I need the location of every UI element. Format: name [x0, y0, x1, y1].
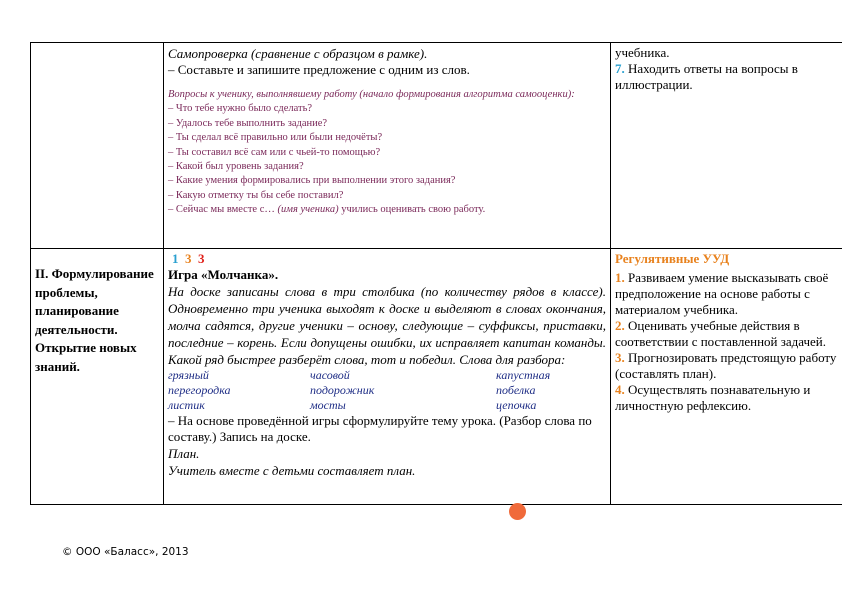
item-text: Осуществлять познавательную и личностную рефлексию. — [615, 382, 811, 413]
question-item: – Какой был уровень задания? — [168, 161, 304, 173]
activity-cell — [164, 43, 611, 249]
uud-line: учебника. — [615, 45, 670, 60]
words-table — [168, 368, 588, 413]
item-text: Оценивать учебные действия в соответствии с поставленной задачей. — [615, 318, 827, 349]
item-text: Находить ответы на вопросы в иллюстрации. — [615, 61, 798, 92]
item-number: 2. — [615, 318, 625, 333]
level-number: 3 — [198, 251, 205, 266]
stage-cell — [31, 249, 164, 505]
word: перегородка — [168, 383, 231, 397]
self-check-line: Самопроверка (сравнение с образцом в рамке). — [168, 46, 428, 61]
lesson-table — [30, 42, 842, 505]
question-item: – Какие умения формировались при выполнении этого задания? — [168, 175, 456, 187]
question-last-end: учились оценивать свою работу. — [338, 204, 486, 216]
question-item-last — [168, 203, 606, 217]
uud-item — [615, 270, 838, 318]
uud-cell — [611, 43, 842, 249]
teacher-text: Учитель вместе с детьми составляет план. — [168, 463, 416, 478]
orange-dot-marker — [509, 503, 526, 520]
question-last-start: – Сейчас мы вместе с… — [168, 204, 278, 216]
uud-item — [615, 382, 838, 414]
question-item: – Ты составил всё сам или с чьей-то помощью? — [168, 146, 381, 158]
uud-item — [615, 318, 838, 350]
question-item: – Удалось тебе выполнить задание? — [168, 117, 328, 129]
plan-label: План. — [168, 446, 200, 461]
word: подорожник — [310, 383, 375, 397]
uud-heading: Регулятивные УУД — [615, 251, 730, 266]
question-last-italic: (имя ученика) — [277, 204, 339, 216]
table-row — [31, 249, 842, 505]
words-row — [168, 383, 588, 398]
item-text: Развиваем умение высказывать своё предположение на основе работы с материалом учебника. — [615, 270, 829, 317]
item-text: Прогнозировать предстоящую работу (составлять план). — [615, 350, 837, 381]
words-row — [168, 368, 588, 383]
word: мосты — [310, 398, 346, 412]
question-item: – Какую отметку ты бы себе поставил? — [168, 189, 344, 201]
table-row — [31, 43, 842, 249]
compose-sentence-line: – Составьте и запишите предложение с одним из слов. — [168, 62, 470, 77]
word: побелка — [496, 383, 536, 397]
level-numbers — [168, 251, 606, 267]
item-number: 7. — [615, 61, 625, 76]
uud-cell — [611, 249, 842, 505]
level-number: 1 — [172, 251, 179, 266]
questions-title: Вопросы к ученику, выполнявшему работу (начало формирования алгоритма самооценки): — [168, 89, 575, 100]
question-item: – Что тебе нужно было сделать? — [168, 103, 313, 115]
question-item: – Ты сделал всё правильно или были недочёты? — [168, 132, 383, 144]
uud-item-7 — [615, 61, 838, 93]
word: часовой — [310, 368, 350, 382]
game-title: Игра «Молчанка». — [168, 267, 279, 282]
stage-cell-empty — [31, 43, 164, 249]
level-number: 3 — [185, 251, 192, 266]
activity-cell — [164, 249, 611, 505]
item-number: 4. — [615, 382, 625, 397]
item-number: 1. — [615, 270, 625, 285]
copyright-footer: © ООО «Баласс», 2013 — [62, 546, 189, 558]
uud-item — [615, 350, 838, 382]
word: капустная — [496, 368, 551, 382]
word: цепочка — [496, 398, 537, 412]
item-number: 3. — [615, 350, 625, 365]
word: листик — [168, 398, 205, 412]
game-description: На доске записаны слова в три столбика (по количеству рядов в классе). Одновременно три ученика выходят к доске и выделяют в словах окончания, молча садятся, другие ученики – основу, следующие – суффиксы, приставки, последние – корень. Если допущены ошибки, их исправляет капитан команды. Какой ряд быстрее разберёт слова, тот и победил. Слова для разбора: — [168, 284, 606, 367]
stage-title: II. Формулирование проблемы, планирование деятельности. Открытие новых знаний. — [35, 266, 154, 374]
task-text: – На основе проведённой игры сформулируйте тему урока. (Разбор слова по составу.) Запись на доске. — [168, 413, 592, 444]
word: грязный — [168, 368, 209, 382]
words-row — [168, 398, 588, 413]
